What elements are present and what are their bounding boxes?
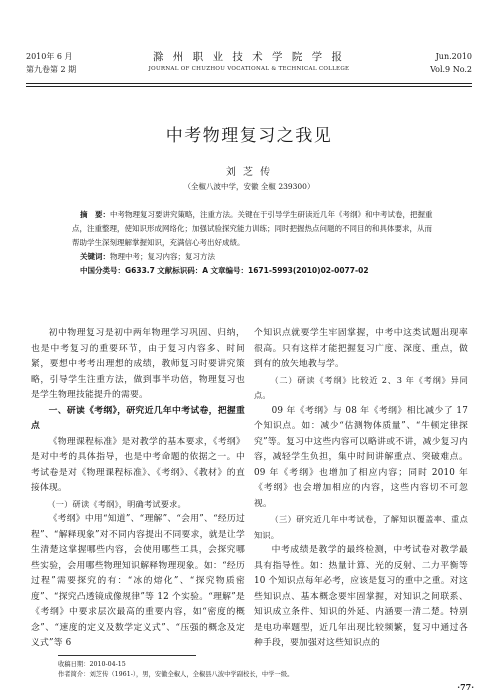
header-rule-thick bbox=[26, 83, 472, 84]
body-paragraph: 个知识点就要学生牢固掌握，中考中这类试题出现率很高。只有这样才能把握复习广度、深度、重点，做到有的放矢地教与学。 bbox=[254, 328, 468, 369]
body-paragraph: 09 年《考纲》与 08 年《考纲》相比减少了 17 个知识点。如：减少“估测物体质量”、“牛顿定律探究”等。复习中这些内容可以略讲或不讲，减少复习内容，减轻学生负担，集中时间讲解重点、突破难点。09 年《考纲》也增加了相应内容；同时 2010 年《考纲》也会增加相应的内容，这些内容切不可忽视。 bbox=[254, 405, 468, 509]
header-rule-thin bbox=[26, 86, 472, 87]
issue-date-en: Jun.2010 bbox=[435, 52, 472, 61]
keywords-label: 关键词： bbox=[80, 252, 110, 261]
keywords-line bbox=[72, 250, 434, 264]
classification-line bbox=[72, 264, 434, 278]
body-paragraph: 《物理课程标准》是对教学的基本要求，《考纲》是对中考的具体指导，也是中考命题的依据之一。中考试卷是对《物理课程标准》、《考纲》、《教材》的直接体现。 bbox=[31, 436, 245, 493]
section-heading: 一、研读《考纲》，研究近几年中考试卷，把握重点 bbox=[31, 405, 245, 431]
subsection-heading: （二）研读《考纲》比较近 2、3 年《考纲》异同点。 bbox=[254, 374, 468, 400]
issue-date: 2010年 6 月 bbox=[26, 52, 73, 61]
footnote-rule bbox=[58, 655, 196, 656]
abstract-label: 摘 要： bbox=[80, 210, 110, 219]
subsection-heading: （一）研读《考纲》，明确考试要求。 bbox=[47, 498, 186, 509]
keywords-text: 物理中考；复习内容；复习方法 bbox=[110, 252, 215, 261]
page-number: ·77· bbox=[457, 682, 474, 692]
journal-name-en: JOURNAL OF CHUZHOU VOCATIONAL & TECHNICAL COLLEGE bbox=[148, 66, 350, 72]
body-paragraph: 中考成绩是教学的最终检测，中考试卷对教学最具有指导性。如：热量计算、光的反射、二力平衡等 10 个知识点每年必考，应该是复习的重中之重。对这些知识点、基本概念要牢固掌握，对知识之间联系、知识成立条件、知识的外延、内涵要一清二楚。特别是电功率题型，近几年出现比较频繁，复习中通过各种手段，要加强对这些知识点的 bbox=[254, 545, 468, 648]
body-column-left bbox=[31, 326, 245, 652]
author-name: 刘 芝 传 bbox=[225, 167, 273, 178]
subsection-heading: （三）研究近几年中考试卷，了解知识覆盖率、重点知识。 bbox=[254, 514, 468, 540]
header-center bbox=[26, 50, 472, 75]
article-number: 文章编号：1671-5993(2010)02-0077-02 bbox=[210, 266, 369, 275]
journal-header bbox=[26, 50, 472, 92]
volume-issue-cn: 第九卷第 2 期 bbox=[26, 65, 77, 74]
author-affiliation: （全椒八波中学，安徽 全椒 239300） bbox=[183, 182, 315, 191]
received-date: 收稿日期：2010-04-15 bbox=[58, 661, 126, 668]
body-paragraph: 《考纲》中用“知道”、“理解”、“会用”、“经历过程”、“解释现象”对不同内容提出不同要求，就是让学生清楚这掌握哪些内容，会使用哪些工具，会探究哪些实验，会用哪些物理知识解释物理现象。如：“经历过程”需要探究的有：“冰的熔化”、“探究物质密度”、“探究凸透镜成像规律”等 12 个实验。“理解”是《考纲》中要求层次最高的重要内容，如“密度的概念”、“速度的定义及数学定义式”、“压强的概念及定义式”等 6 bbox=[31, 514, 245, 648]
abstract-paragraph bbox=[72, 208, 434, 250]
body-column-right bbox=[254, 326, 468, 652]
author-bio: 作者简介：刘芝传（1961-），男，安徽全椒人，全椒县八波中学副校长，中学一级。 bbox=[58, 671, 294, 678]
journal-name-cn: 滁 州 职 业 技 术 学 院 学 报 bbox=[152, 51, 346, 63]
document-code: 文献标识码：A bbox=[157, 266, 209, 275]
abstract-block bbox=[72, 208, 434, 278]
volume-issue-en: Vol.9 No.2 bbox=[430, 65, 472, 74]
clc-number: 中国分类号：G633.7 bbox=[80, 266, 155, 275]
header-right bbox=[430, 50, 472, 76]
body-paragraph: 初中物理复习是初中两年物理学习巩固、归纳，也是中考复习的重要环节，由于复习内容多、时间紧，要想中考考出理想的成绩，教师复习时要讲究策略，引导学生注重方法，做到事半功倍，物理复习也是学生物理技能提升的需要。 bbox=[31, 328, 245, 400]
abstract-text: 中考物理复习要讲究策略，注重方法。关键在于引导学生研读近几年《考纲》和中考试卷，把握重点，注重整理，使知识形成网络化；加强试验探究能力训练；同时把握热点问题的不同目的和具体要求，从而帮助学生深刻理解掌握知识，充满信心考出好成绩。 bbox=[72, 210, 433, 247]
article-title: 中考物理复习之我见 bbox=[165, 126, 333, 146]
